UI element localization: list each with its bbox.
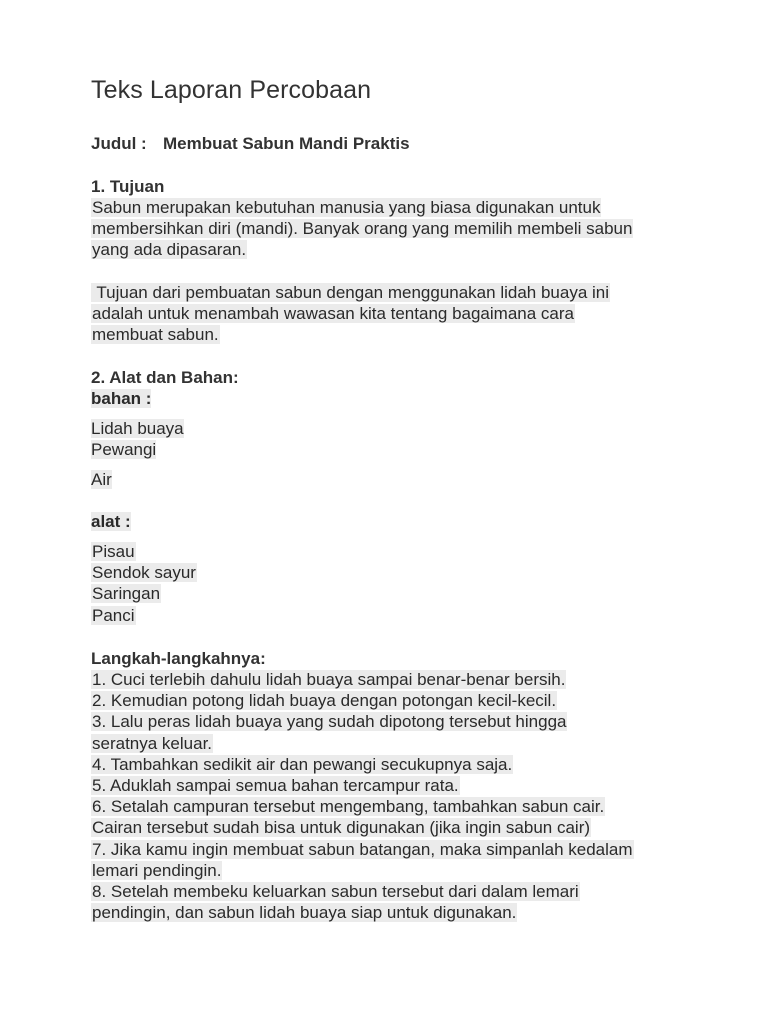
alat-list <box>91 541 691 626</box>
highlighted-text: Sabun merupakan kebutuhan manusia yang biasa digunakan untuk <box>92 198 601 217</box>
langkah-line <box>91 902 691 923</box>
highlighted-text: Lidah buaya <box>91 419 184 438</box>
bahan-label <box>91 388 691 409</box>
alat-item <box>91 583 691 604</box>
bahan-item <box>91 469 691 490</box>
langkah-line <box>91 754 691 775</box>
highlighted-text: adalah untuk menambah wawasan kita tentang bagaimana cara <box>92 304 574 324</box>
highlighted-text: Sendok sayur <box>92 563 196 583</box>
highlighted-text: Panci <box>92 605 135 625</box>
text-line <box>91 282 691 303</box>
tujuan-paragraph-2 <box>91 282 691 346</box>
highlighted-text: Cairan tersebut sudah bisa untuk digunakan (jika ingin sabun cair) <box>92 818 591 838</box>
highlighted-text: yang ada dipasaran. <box>92 240 247 260</box>
highlighted-text: membersihkan diri (mandi). Banyak orang yang memilih membeli sabun <box>92 219 633 239</box>
highlighted-text: 8. Setelah membeku keluarkan sabun tersebut dari dalam lemari <box>92 882 579 902</box>
highlighted-text: bahan : <box>91 389 152 408</box>
highlighted-text: seratnya keluar. <box>92 733 213 753</box>
highlighted-text: 6. Setalah campuran tersebut mengembang, tambahkan sabun cair. <box>92 797 605 817</box>
highlighted-text: Saringan <box>92 584 161 604</box>
judul-line <box>91 133 691 154</box>
langkah-line <box>91 881 691 902</box>
langkah-line <box>91 690 691 711</box>
highlighted-text: Air <box>91 470 112 489</box>
tujuan-heading: 1. Tujuan <box>91 177 165 196</box>
alat-item <box>91 605 691 626</box>
text-line <box>91 218 691 239</box>
text-line <box>91 303 691 324</box>
highlighted-text: alat : <box>91 512 131 531</box>
alat-bahan-heading: 2. Alat dan Bahan: <box>91 368 239 387</box>
langkah-line <box>91 669 691 690</box>
highlighted-text: Pewangi <box>91 440 157 459</box>
langkah-line <box>91 711 691 732</box>
text-line <box>91 324 691 345</box>
highlighted-text: membuat sabun. <box>92 325 219 345</box>
langkah-line <box>91 775 691 796</box>
highlighted-text: 5. Aduklah sampai semua bahan tercampur rata. <box>92 776 459 796</box>
alat-label <box>91 511 691 532</box>
langkah-line <box>91 817 691 838</box>
bahan-item <box>91 439 691 460</box>
judul-value: Membuat Sabun Mandi Praktis <box>163 134 410 153</box>
document-title: Teks Laporan Percobaan <box>91 76 372 104</box>
bahan-item <box>91 418 691 439</box>
highlighted-text: lemari pendingin. <box>92 860 222 880</box>
langkah-line <box>91 839 691 860</box>
text-line <box>91 197 691 218</box>
langkah-line <box>91 860 691 881</box>
tujuan-paragraph-1 <box>91 197 691 261</box>
langkah-list <box>91 669 691 923</box>
highlighted-text: Tujuan dari pembuatan sabun dengan menggunakan lidah buaya ini <box>92 283 610 302</box>
highlighted-text: 2. Kemudian potong lidah buaya dengan potongan kecil-kecil. <box>92 691 557 711</box>
alat-item <box>91 541 691 562</box>
highlighted-text: 7. Jika kamu ingin membuat sabun batangan, maka simpanlah kedalam <box>92 839 633 859</box>
highlighted-text: pendingin, dan sabun lidah buaya siap untuk digunakan. <box>92 903 517 923</box>
langkah-heading: Langkah-langkahnya: <box>91 649 266 668</box>
text-line <box>91 239 691 260</box>
highlighted-text: 3. Lalu peras lidah buaya yang sudah dipotong tersebut hingga <box>92 712 567 732</box>
langkah-line <box>91 733 691 754</box>
highlighted-text: 1. Cuci terlebih dahulu lidah buaya sampai benar-benar bersih. <box>92 670 566 689</box>
highlighted-text: 4. Tambahkan sedikit air dan pewangi secukupnya saja. <box>92 754 513 774</box>
alat-item <box>91 562 691 583</box>
langkah-line <box>91 796 691 817</box>
judul-label: Judul : <box>91 134 147 153</box>
highlighted-text: Pisau <box>92 542 135 561</box>
